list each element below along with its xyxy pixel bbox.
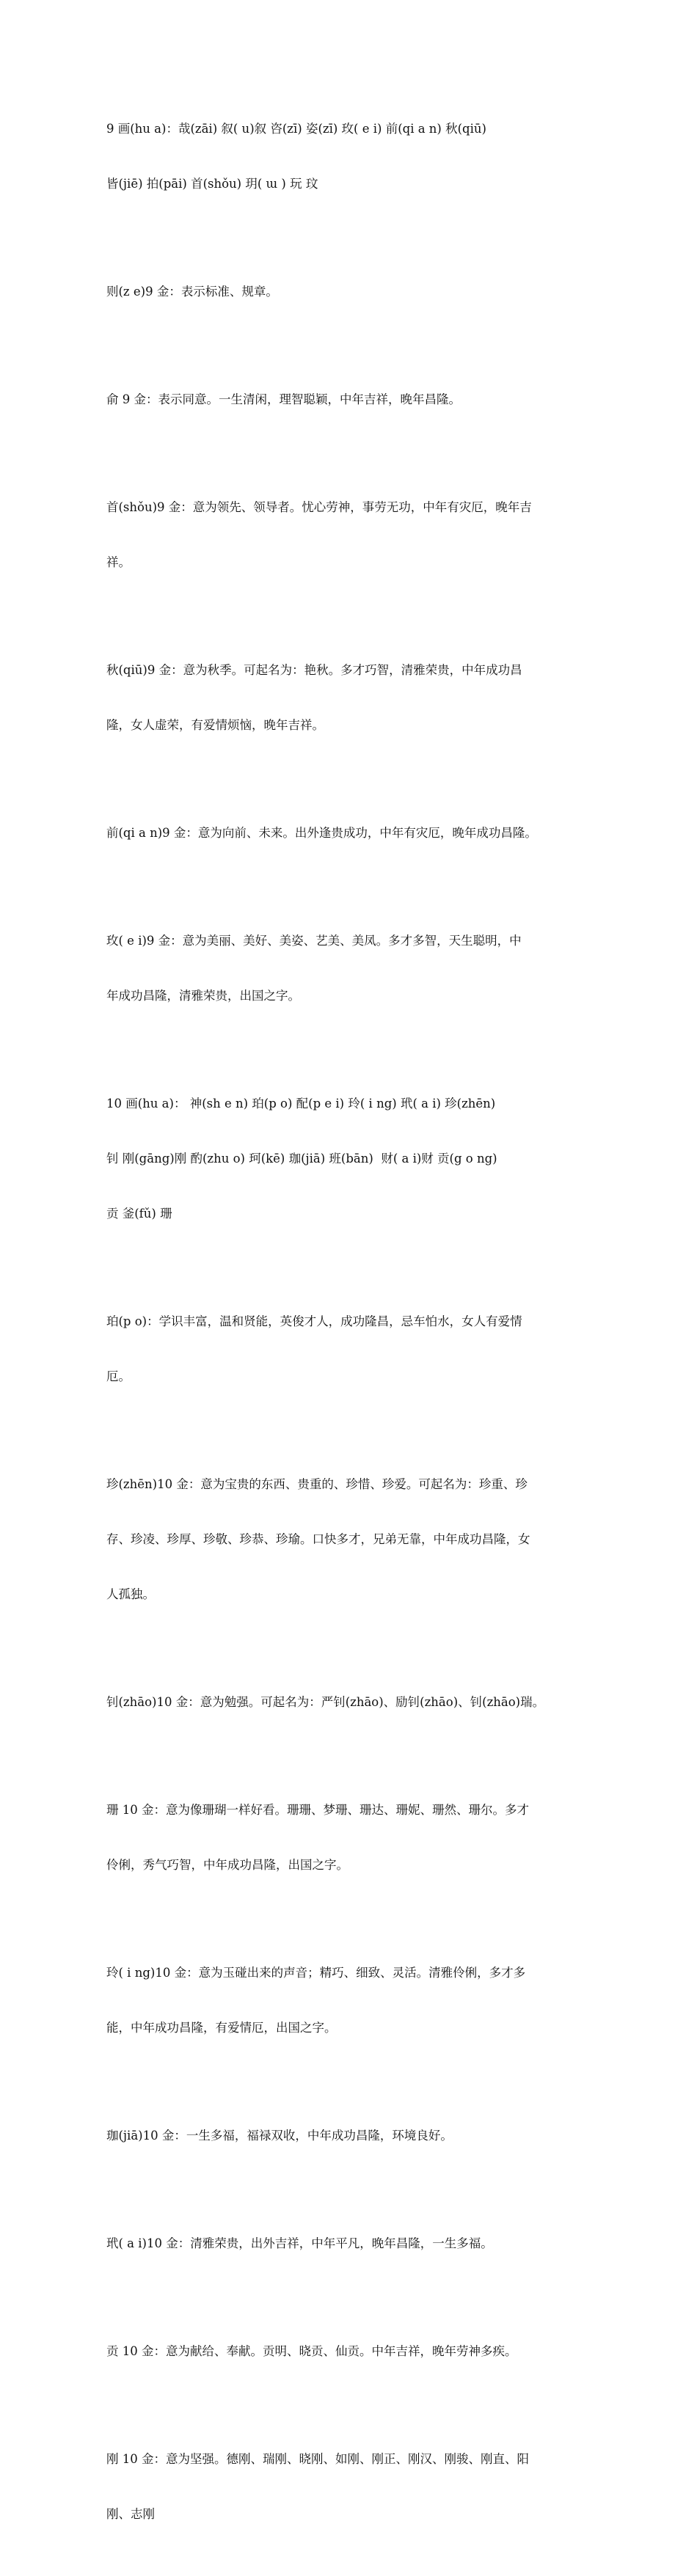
- paragraph-jia: [106, 2090, 598, 2181]
- text-line: 珍(zhēn)10 金：意为宝贵的东西、贵重的、珍惜、珍爱。可起名为：珍重、珍: [106, 1477, 528, 1491]
- paragraph-shan: [106, 1764, 598, 1911]
- text-line: 刚 10 金：意为坚强。德刚、瑞刚、晓刚、如刚、刚正、刚汉、刚骏、刚直、阳: [106, 2452, 529, 2466]
- text-line: 人孤独。: [106, 1587, 155, 1601]
- paragraph-9-stroke-list: [106, 83, 598, 230]
- paragraph-qiu: [106, 624, 598, 771]
- text-line: 皆(jiē) 拍(pāi) 首(shǒu) 玥( ɯ ) 玩 玟: [106, 177, 318, 191]
- text-line: 刚、志刚: [106, 2507, 155, 2521]
- paragraph-shou: [106, 461, 598, 608]
- text-line: 祥。: [106, 555, 131, 569]
- text-line: 厄。: [106, 1369, 131, 1383]
- text-line: 玳( a i)10 金：清雅荣贵，出外吉祥，中年平凡，晚年昌隆，一生多福。: [106, 2236, 493, 2250]
- paragraph-ze: [106, 246, 598, 337]
- text-line: 贡 10 金：意为献给、奉献。贡明、晓贡、仙贡。中年吉祥，晚年劳神多疾。: [106, 2344, 517, 2358]
- text-line: 年成功昌隆，清雅荣贵，出国之字。: [106, 989, 300, 1003]
- text-line: 能，中年成功昌隆，有爱情厄，出国之字。: [106, 2021, 337, 2035]
- paragraph-gang: [106, 2413, 598, 2560]
- text-line: 钊(zhāo)10 金：意为勉强。可起名为：严钊(zhāo)、励钊(zhāo)、钊(zhāo)瑞。: [106, 1695, 545, 1709]
- paragraph-zhao: [106, 1656, 598, 1748]
- text-line: 首(shǒu)9 金：意为领先、领导者。忧心劳神，事劳无功，中年有灾厄，晚年吉: [106, 500, 532, 514]
- text-line: 10 画(hu a)： 神(sh e n) 珀(p o) 配(p e i) 玲( i ng) 玳( a i) 珍(zhēn): [106, 1097, 496, 1110]
- paragraph-po: [106, 1276, 598, 1422]
- paragraph-qian: [106, 787, 598, 879]
- paragraph-ling: [106, 1927, 598, 2074]
- text-line: 秋(qiū)9 金：意为秋季。可起名为：艳秋。多才巧智，清雅荣贵，中年成功昌: [106, 663, 522, 677]
- text-line: 钊 刚(gāng)刚 酌(zhu o) 珂(kē) 珈(jiā) 班(bān) 财( a i)财 贡(g o ng): [106, 1152, 497, 1166]
- text-line: 贡 釜(fǔ) 珊: [106, 1207, 172, 1221]
- text-line: 前(qi a n)9 金：意为向前、未来。出外逢贵成功，中年有灾厄，晚年成功昌隆。: [106, 826, 537, 840]
- paragraph-gong: [106, 2305, 598, 2397]
- text-line: 存、珍凌、珍厚、珍敬、珍恭、珍瑜。口快多才，兄弟无靠，中年成功昌隆，女: [106, 1532, 530, 1546]
- text-line: 珀(p o)：学识丰富，温和贤能，英俊才人，成功隆昌，忌车怕水，女人有爱情: [106, 1314, 522, 1328]
- text-line: 9 画(hu a)：哉(zāi) 叙( u)叙 咨(zī) 姿(zī) 玫( e i) 前(qi a n) 秋(qiū): [106, 122, 486, 136]
- paragraph-dai: [106, 2198, 598, 2289]
- text-line: 玲( i ng)10 金：意为玉碰出来的声音；精巧、细致、灵活。清雅伶俐，多才多: [106, 1966, 526, 1980]
- text-line: 则(z e)9 金：表示标准、规章。: [106, 285, 278, 299]
- text-line: 俞 9 金：表示同意。一生清闲，理智聪颖，中年吉祥，晚年昌隆。: [106, 392, 461, 406]
- text-line: 珊 10 金：意为像珊瑚一样好看。珊珊、梦珊、珊达、珊妮、珊然、珊尔。多才: [106, 1803, 529, 1817]
- paragraph-yu: [106, 354, 598, 445]
- paragraph-zhen: [106, 1438, 598, 1640]
- text-line: 隆，女人虚荣，有爱情烦恼，晚年吉祥。: [106, 718, 324, 732]
- paragraph-mei: [106, 895, 598, 1042]
- text-line: 珈(jiā)10 金：一生多福，福禄双收，中年成功昌隆，环境良好。: [106, 2129, 453, 2143]
- text-line: 玫( e i)9 金：意为美丽、美好、美姿、艺美、美凤。多才多智，天生聪明，中: [106, 934, 522, 948]
- paragraph-10-stroke-list: [106, 1058, 598, 1259]
- text-line: 伶俐，秀气巧智，中年成功昌隆，出国之字。: [106, 1858, 348, 1872]
- document-body: [106, 83, 598, 2576]
